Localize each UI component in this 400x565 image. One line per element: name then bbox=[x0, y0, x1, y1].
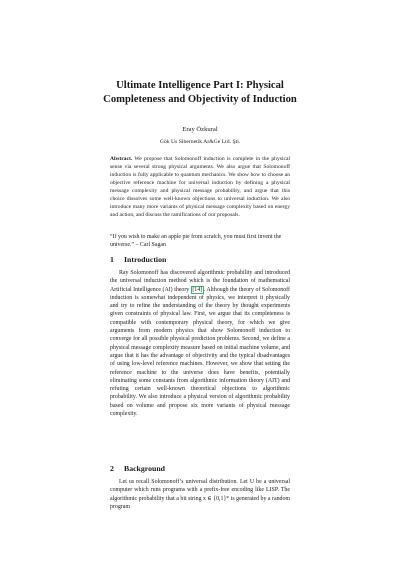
abstract-label: Abstract. bbox=[110, 156, 133, 162]
epigraph-quote: “If you wish to make an apple pie from scratch, you must first invent the universe.” – Carl Sagan bbox=[110, 234, 282, 249]
section-heading-background bbox=[110, 464, 310, 473]
section-number: 2 bbox=[110, 464, 114, 473]
introduction-paragraph bbox=[110, 269, 290, 418]
abstract-text: We propose that Solomonoff induction is complete in the physical sense via several strong physical arguments. We also argue that Solomonoff induction is fully applicable to quantum mechanics. We show how to choose an objective reference machine for universal induction by defining a physical message complexity and physical message probability, and argue that this choice dissolves some well-known objections to universal induction. We also introduce many more variants of physical message complexity based on energy and action, and discuss the ramifications of our proposals. bbox=[110, 156, 290, 218]
citation-link[interactable]: [14] bbox=[192, 286, 203, 293]
section-heading-introduction bbox=[110, 255, 310, 264]
paper-title bbox=[40, 79, 360, 107]
background-paragraph: Let us recall Solomonoff’s universal distribution. Let U be a universal computer which runs programs with a prefix-free encoding like LISP. The algorithmic probability that a bit string x ∈ {0,1}* is generated by a random program bbox=[110, 479, 290, 510]
title-line-1: Ultimate Intelligence Part I: Physical bbox=[116, 80, 284, 91]
author-name: Eray Özkural bbox=[182, 126, 218, 133]
abstract bbox=[110, 155, 290, 219]
section-title: Introduction bbox=[124, 255, 167, 264]
title-line-2: Completeness and Objectivity of Induction bbox=[103, 94, 297, 105]
section-number: 1 bbox=[110, 255, 114, 264]
section-title: Background bbox=[124, 464, 166, 473]
intro-text-part-1: Ray Solomonoff has discovered algorithmic probability and introduced the universal induction method which is the foundation of mathematical Artificial Intelligence (AI) theory bbox=[110, 270, 290, 293]
intro-text-part-2: . Although the theory of Solomonoff induction is somewhat independent of physics, we interpret it physically and try to refine the understanding of the theory by thought experiments given constraints of physical law. First, we argue that its completeness is compatible with contemporary physical theory, for which we give arguments from modern physics that show Solomonoff induction to converge for all possible physical prediction problems. Second, we define a physical message complexity measure based on initial machine volume, and argue that it has the advantage of objectivity and the typical disadvantages of using low-level reference machines. However, we show that setting the reference machine to the universe does have benefits, potentially eliminating some constants from algorithmic information theory (AIT) and refuting certain well-known theoretical objections to algorithmic probability. We also introduce a physical version of algorithmic probability based on volume and propose six more variants of physical message complexity. bbox=[110, 286, 290, 418]
author-affiliation: Gök Us Sibernetik Ar&Ge Ltd. Şti. bbox=[159, 139, 241, 145]
